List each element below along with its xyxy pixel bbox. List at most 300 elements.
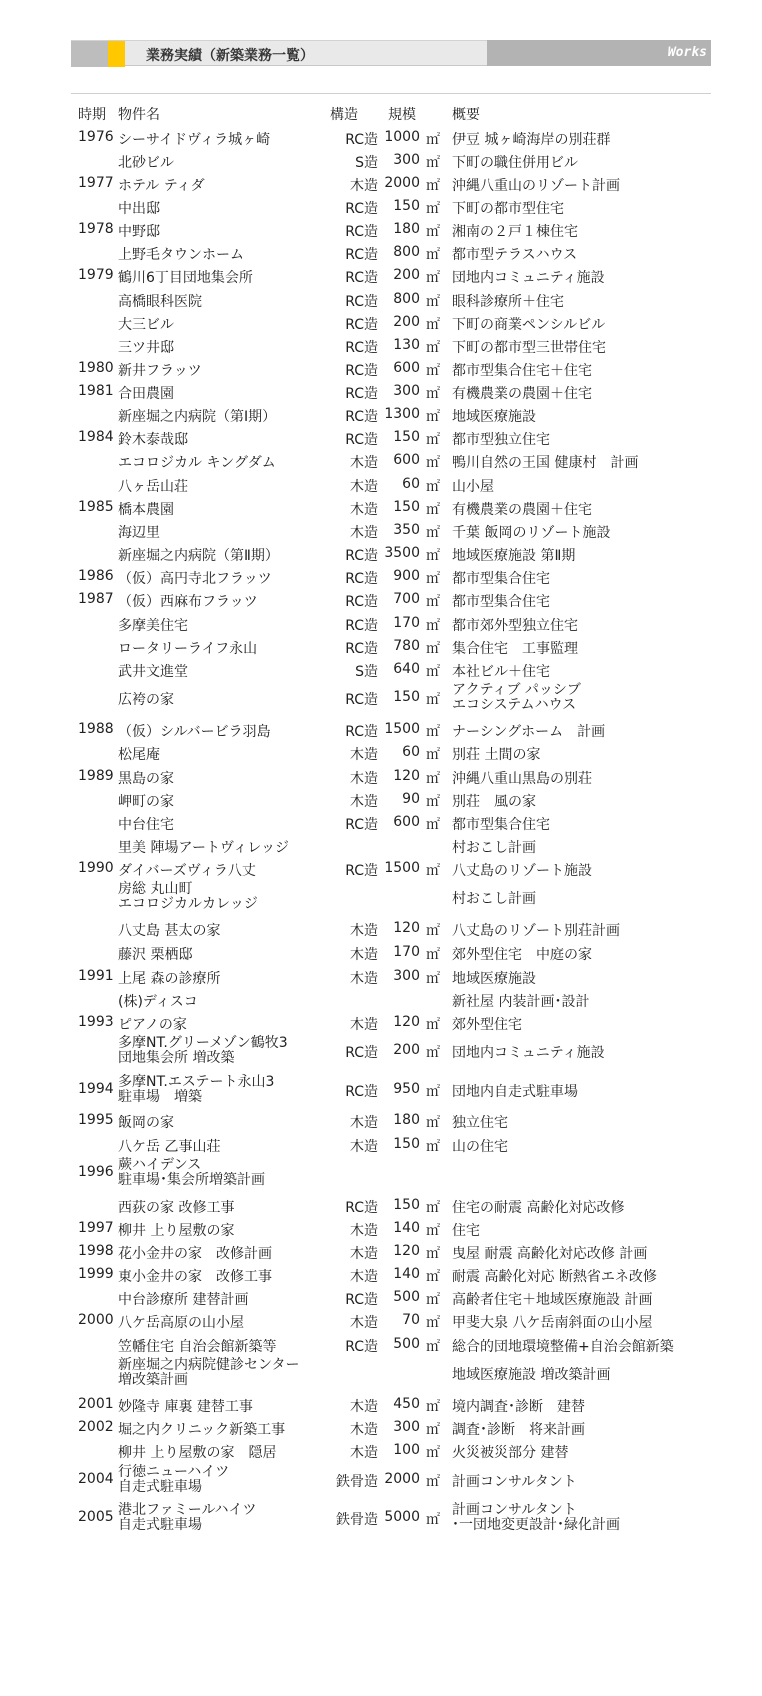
header-accent-yellow <box>108 41 125 67</box>
row-structure: 木造 <box>350 971 378 987</box>
row-summary: 都市型集合住宅＋住宅 <box>452 363 592 379</box>
row-size: 2000 <box>384 1471 420 1487</box>
row-unit: ㎡ <box>426 1315 440 1331</box>
table-row <box>0 266 762 286</box>
table-row <box>0 614 762 634</box>
row-name: 柳井 上り屋敷の家 隠居 <box>118 1445 277 1461</box>
row-summary: 千葉 飯岡のリゾート施設 <box>452 525 611 541</box>
table-row <box>0 637 762 657</box>
table-row <box>0 660 762 680</box>
column-header-structure: 構造 <box>330 107 358 123</box>
row-unit: ㎡ <box>426 923 440 939</box>
row-unit: ㎡ <box>426 971 440 987</box>
row-unit: ㎡ <box>426 1445 440 1461</box>
row-name-line: 港北ファミールハイツ <box>118 1502 257 1518</box>
row-structure: RC造 <box>345 270 378 286</box>
row-size: 1000 <box>384 129 420 145</box>
row-unit: ㎡ <box>426 155 440 171</box>
row-size: 140 <box>393 1220 420 1236</box>
table-row <box>0 1288 762 1308</box>
column-header-name: 物件名 <box>118 107 160 123</box>
table-row <box>0 1395 762 1415</box>
row-name: 海辺里 <box>118 525 160 541</box>
row-summary: 下町の都市型三世帯住宅 <box>452 340 606 356</box>
row-summary: 鴨川自然の王国 健康村 計画 <box>452 455 639 471</box>
row-year: 1979 <box>78 267 114 283</box>
row-unit: ㎡ <box>426 1474 440 1490</box>
table-row <box>0 243 762 263</box>
row-structure: RC造 <box>345 1045 378 1061</box>
row-summary: 別荘 風の家 <box>452 794 536 810</box>
row-name: 中台住宅 <box>118 817 174 833</box>
row-structure: 木造 <box>350 178 378 194</box>
row-name: 妙隆寺 庫裏 建替工事 <box>118 1399 253 1415</box>
row-size: 70 <box>402 1312 420 1328</box>
row-name <box>118 1158 265 1188</box>
row-structure: RC造 <box>345 1200 378 1216</box>
table-row <box>0 220 762 240</box>
row-summary: 八丈島のリゾート施設 <box>452 863 592 879</box>
row-summary-line: エコシステムハウス <box>452 697 577 713</box>
row-size: 600 <box>393 452 420 468</box>
row-structure: RC造 <box>345 386 378 402</box>
row-unit: ㎡ <box>426 641 440 657</box>
row-size: 150 <box>393 198 420 214</box>
row-year: 1981 <box>78 383 114 399</box>
row-unit: ㎡ <box>426 1200 440 1216</box>
row-name: 大三ビル <box>118 317 174 333</box>
section-header <box>71 40 711 66</box>
row-name: 笠幡住宅 自治会館新築等 <box>118 1339 277 1355</box>
row-unit: ㎡ <box>426 692 440 708</box>
row-name: 新座堀之内病院（第Ⅱ期） <box>118 548 279 564</box>
row-year: 1987 <box>78 591 114 607</box>
row-summary: 村おこし計画 <box>452 840 536 856</box>
row-unit: ㎡ <box>426 664 440 680</box>
row-unit: ㎡ <box>426 747 440 763</box>
row-year: 1978 <box>78 221 114 237</box>
table-row <box>0 1036 762 1066</box>
table-row <box>0 1465 762 1495</box>
row-summary: 高齢者住宅＋地域医療施設 計画 <box>452 1292 653 1308</box>
table-row <box>0 813 762 833</box>
row-name: 鈴木泰哉邸 <box>118 432 188 448</box>
row-summary: 有機農業の農園＋住宅 <box>452 386 592 402</box>
row-name: 北砂ビル <box>118 155 174 171</box>
table-row <box>0 1075 762 1105</box>
row-summary: 本社ビル＋住宅 <box>452 664 550 680</box>
row-summary <box>452 1503 620 1533</box>
row-size: 350 <box>393 522 420 538</box>
row-summary: 境内調査･診断 建替 <box>452 1399 585 1415</box>
row-structure: RC造 <box>345 571 378 587</box>
row-year: 1989 <box>78 768 114 784</box>
table-row <box>0 1111 762 1131</box>
row-summary: 山の住宅 <box>452 1139 508 1155</box>
row-structure: 木造 <box>350 1246 378 1262</box>
row-unit: ㎡ <box>426 724 440 740</box>
row-unit: ㎡ <box>426 455 440 471</box>
row-size: 5000 <box>384 1509 420 1525</box>
row-name: 西荻の家 改修工事 <box>118 1200 235 1216</box>
row-summary: 伊豆 城ヶ崎海岸の別荘群 <box>452 132 611 148</box>
row-unit: ㎡ <box>426 1246 440 1262</box>
row-structure: RC造 <box>345 692 378 708</box>
row-year: 2004 <box>78 1471 114 1487</box>
table-row <box>0 313 762 333</box>
row-size: 1300 <box>384 406 420 422</box>
table-row <box>0 720 762 740</box>
row-name <box>118 1503 256 1533</box>
row-year: 1995 <box>78 1112 114 1128</box>
row-size: 200 <box>393 1042 420 1058</box>
row-structure: RC造 <box>345 432 378 448</box>
row-name-line: 多摩NT.グリーメゾン鶴牧3 <box>118 1035 288 1051</box>
table-row <box>0 128 762 148</box>
row-unit: ㎡ <box>426 224 440 240</box>
row-name: ホテル ティダ <box>118 178 205 194</box>
row-summary: 新社屋 内装計画･設計 <box>452 994 590 1010</box>
row-summary: 下町の商業ペンシルビル <box>452 317 606 333</box>
row-size: 120 <box>393 1243 420 1259</box>
row-unit: ㎡ <box>426 479 440 495</box>
row-size: 500 <box>393 1336 420 1352</box>
row-summary: 団地内コミュニティ施設 <box>452 1045 605 1061</box>
table-row <box>0 1242 762 1262</box>
row-unit: ㎡ <box>426 863 440 879</box>
table-row <box>0 790 762 810</box>
row-name: 花小金井の家 改修計画 <box>118 1246 272 1262</box>
row-structure: RC造 <box>345 548 378 564</box>
row-structure: RC造 <box>345 340 378 356</box>
row-structure: 木造 <box>350 947 378 963</box>
row-summary: 都市型集合住宅 <box>452 571 550 587</box>
row-name: 新座堀之内病院（第Ⅰ期） <box>118 409 277 425</box>
row-unit: ㎡ <box>426 1017 440 1033</box>
row-structure: RC造 <box>345 132 378 148</box>
row-name: 岬町の家 <box>118 794 174 810</box>
row-summary <box>452 683 581 713</box>
row-summary: 眼科診療所＋住宅 <box>452 294 564 310</box>
row-name: 中出邸 <box>118 201 160 217</box>
row-unit: ㎡ <box>426 432 440 448</box>
row-unit: ㎡ <box>426 1084 440 1100</box>
table-row <box>0 767 762 787</box>
row-size: 200 <box>393 314 420 330</box>
row-unit: ㎡ <box>426 1269 440 1285</box>
table-row <box>0 1335 762 1355</box>
row-name: 藤沢 栗栖邸 <box>118 947 193 963</box>
row-name: 柳井 上り屋敷の家 <box>118 1223 235 1239</box>
row-size: 3500 <box>384 545 420 561</box>
row-name: エコロジカル キングダム <box>118 455 276 471</box>
row-unit: ㎡ <box>426 1115 440 1131</box>
row-unit: ㎡ <box>426 1223 440 1239</box>
row-name-line: 房総 丸山町 <box>118 881 193 897</box>
row-structure: RC造 <box>345 863 378 879</box>
row-summary: 都市型独立住宅 <box>452 432 550 448</box>
row-year: 1985 <box>78 499 114 515</box>
row-size: 2000 <box>384 175 420 191</box>
row-unit: ㎡ <box>426 1045 440 1061</box>
row-name: 広袴の家 <box>118 692 174 708</box>
row-name-line: 駐車場･集会所増築計画 <box>118 1172 265 1188</box>
row-summary: 有機農業の農園＋住宅 <box>452 502 592 518</box>
row-name: （仮）高円寺北フラッツ <box>118 571 272 587</box>
row-size: 900 <box>393 568 420 584</box>
row-name: シーサイドヴィラ城ヶ崎 <box>118 132 271 148</box>
row-summary: 山小屋 <box>452 479 494 495</box>
row-summary: 湘南の２戸１棟住宅 <box>452 224 578 240</box>
table-row <box>0 428 762 448</box>
table-row <box>0 743 762 763</box>
row-summary-line: アクティブ パッシブ <box>452 682 581 698</box>
table-row <box>0 151 762 171</box>
table-row <box>0 197 762 217</box>
table-row <box>0 521 762 541</box>
row-size: 180 <box>393 1112 420 1128</box>
row-name-line: 駐車場 増築 <box>118 1089 202 1105</box>
row-summary: 団地内自走式駐車場 <box>452 1084 578 1100</box>
table-row <box>0 859 762 879</box>
row-unit: ㎡ <box>426 1399 440 1415</box>
row-unit: ㎡ <box>426 571 440 587</box>
row-size: 780 <box>393 638 420 654</box>
row-summary: 独立住宅 <box>452 1115 508 1131</box>
row-summary: ナーシングホーム 計画 <box>452 724 606 740</box>
row-year: 1976 <box>78 129 114 145</box>
table-row <box>0 919 762 939</box>
table-row <box>0 1265 762 1285</box>
row-structure: RC造 <box>345 724 378 740</box>
row-unit: ㎡ <box>426 1339 440 1355</box>
row-size: 300 <box>393 1419 420 1435</box>
row-name: ロータリーライフ永山 <box>118 641 258 657</box>
row-unit: ㎡ <box>426 317 440 333</box>
row-summary: 郊外型住宅 <box>452 1017 522 1033</box>
row-structure: RC造 <box>345 1339 378 1355</box>
table-row <box>0 174 762 194</box>
table-row <box>0 544 762 564</box>
row-size: 640 <box>393 661 420 677</box>
row-summary: 都市型集合住宅 <box>452 817 550 833</box>
table-row <box>0 405 762 425</box>
row-summary: 都市型集合住宅 <box>452 594 550 610</box>
row-size: 140 <box>393 1266 420 1282</box>
row-structure: 木造 <box>350 1139 378 1155</box>
row-summary: 地域医療施設 第Ⅱ期 <box>452 548 576 564</box>
table-row <box>0 1158 762 1188</box>
row-structure: RC造 <box>345 1084 378 1100</box>
row-size: 60 <box>402 476 420 492</box>
row-size: 150 <box>393 1197 420 1213</box>
row-name: 鶴川6丁目団地集会所 <box>118 270 253 286</box>
row-unit: ㎡ <box>426 771 440 787</box>
row-year: 1998 <box>78 1243 114 1259</box>
row-unit: ㎡ <box>426 132 440 148</box>
row-name: 中台診療所 建替計画 <box>118 1292 249 1308</box>
row-name: （仮）西麻布フラッツ <box>118 594 258 610</box>
row-name: (株)ディスコ <box>118 994 198 1010</box>
row-unit: ㎡ <box>426 340 440 356</box>
row-size: 800 <box>393 291 420 307</box>
row-summary: 曳屋 耐震 高齢化対応改修 計画 <box>452 1246 648 1262</box>
row-size: 450 <box>393 1396 420 1412</box>
row-unit: ㎡ <box>426 817 440 833</box>
header-accent-gray <box>71 41 108 67</box>
row-unit: ㎡ <box>426 294 440 310</box>
row-size: 150 <box>393 429 420 445</box>
row-name: 飯岡の家 <box>118 1115 174 1131</box>
row-year: 1977 <box>78 175 114 191</box>
row-name-line: 多摩NT.エステート永山3 <box>118 1074 275 1090</box>
row-summary: 総合的団地環境整備+自治会館新築 <box>452 1339 674 1355</box>
row-size: 100 <box>393 1442 420 1458</box>
row-summary: 住宅 <box>452 1223 480 1239</box>
table-row <box>0 1013 762 1033</box>
row-name <box>118 1075 274 1105</box>
table-row <box>0 967 762 987</box>
row-structure: RC造 <box>345 641 378 657</box>
row-unit: ㎡ <box>426 502 440 518</box>
row-structure: 木造 <box>350 747 378 763</box>
row-name-line: 新座堀之内病院健診センター <box>118 1357 300 1373</box>
row-structure: S造 <box>355 664 378 680</box>
row-structure: RC造 <box>345 409 378 425</box>
row-unit: ㎡ <box>426 201 440 217</box>
row-name: ダイバーズヴィラ八丈 <box>118 863 256 879</box>
row-summary: 火災被災部分 建替 <box>452 1445 569 1461</box>
row-structure: 木造 <box>350 1223 378 1239</box>
row-structure: 木造 <box>350 1115 378 1131</box>
row-structure: RC造 <box>345 247 378 263</box>
divider <box>71 93 711 94</box>
row-name: 橋本農園 <box>118 502 174 518</box>
row-structure: 木造 <box>350 1445 378 1461</box>
row-name <box>118 1036 288 1066</box>
table-row <box>0 990 762 1010</box>
row-name-line: エコロジカルカレッジ <box>118 896 258 912</box>
table-row <box>0 1503 762 1533</box>
header-bar <box>71 40 487 66</box>
row-structure: 木造 <box>350 525 378 541</box>
table-row <box>0 359 762 379</box>
row-unit: ㎡ <box>426 1139 440 1155</box>
row-year: 2002 <box>78 1419 114 1435</box>
row-name: 東小金井の家 改修工事 <box>118 1269 272 1285</box>
table-row <box>0 1311 762 1331</box>
row-size: 200 <box>393 267 420 283</box>
row-summary: 八丈島のリゾート別荘計画 <box>452 923 620 939</box>
table-row <box>0 590 762 610</box>
row-structure: 木造 <box>350 1315 378 1331</box>
row-structure: 木造 <box>350 923 378 939</box>
table-row <box>0 567 762 587</box>
row-structure: RC造 <box>345 1292 378 1308</box>
row-name: 三ツ井邸 <box>118 340 174 356</box>
table-row <box>0 382 762 402</box>
row-year: 1996 <box>78 1164 114 1180</box>
row-summary: 地域医療施設 <box>452 409 536 425</box>
column-header-size: 規模 <box>388 107 416 123</box>
row-summary: 都市型テラスハウス <box>452 247 578 263</box>
row-summary: 計画コンサルタント <box>452 1474 577 1490</box>
row-name: 八ケ岳 乙事山荘 <box>118 1139 221 1155</box>
row-summary: 耐震 高齢化対応 断熱省エネ改修 <box>452 1269 657 1285</box>
table-row <box>0 1219 762 1239</box>
row-summary: 住宅の耐震 高齢化対応改修 <box>452 1200 625 1216</box>
row-year: 1999 <box>78 1266 114 1282</box>
table-row <box>0 943 762 963</box>
row-summary: 団地内コミュニティ施設 <box>452 270 605 286</box>
row-name-line: 増改築計画 <box>118 1372 188 1388</box>
table-row <box>0 1135 762 1155</box>
row-structure: 木造 <box>350 502 378 518</box>
row-size: 600 <box>393 360 420 376</box>
row-name: 黒島の家 <box>118 771 174 787</box>
row-unit: ㎡ <box>426 386 440 402</box>
row-name: 上野毛タウンホーム <box>118 247 244 263</box>
row-structure: S造 <box>355 155 378 171</box>
table-row <box>0 882 762 912</box>
row-unit: ㎡ <box>426 594 440 610</box>
row-structure: RC造 <box>345 594 378 610</box>
table-row <box>0 475 762 495</box>
row-year: 1988 <box>78 721 114 737</box>
header-works-panel <box>487 40 711 66</box>
row-summary: 調査･診断 将来計画 <box>452 1422 585 1438</box>
row-structure: 木造 <box>350 1422 378 1438</box>
row-size: 300 <box>393 383 420 399</box>
row-year: 1980 <box>78 360 114 376</box>
table-row <box>0 1418 762 1438</box>
row-structure: RC造 <box>345 224 378 240</box>
row-unit: ㎡ <box>426 270 440 286</box>
row-size: 300 <box>393 152 420 168</box>
row-size: 700 <box>393 591 420 607</box>
row-summary: 地域医療施設 増改築計画 <box>452 1367 611 1383</box>
row-summary: 別荘 土間の家 <box>452 747 541 763</box>
row-summary-line: ･一団地変更設計･緑化計画 <box>452 1517 620 1533</box>
row-size: 90 <box>402 791 420 807</box>
row-structure: 鉄骨造 <box>336 1512 378 1528</box>
row-unit: ㎡ <box>426 794 440 810</box>
row-size: 1500 <box>384 721 420 737</box>
row-summary: 郊外型住宅 中庭の家 <box>452 947 592 963</box>
row-size: 150 <box>393 499 420 515</box>
row-name: 中野邸 <box>118 224 160 240</box>
row-year: 1997 <box>78 1220 114 1236</box>
row-name: 八ケ岳高原の山小屋 <box>118 1315 244 1331</box>
table-row <box>0 1441 762 1461</box>
row-summary: 集合住宅 工事監理 <box>452 641 578 657</box>
row-size: 60 <box>402 744 420 760</box>
row-summary: 甲斐大泉 八ケ岳南斜面の山小屋 <box>452 1315 653 1331</box>
row-size: 1500 <box>384 860 420 876</box>
row-name: ピアノの家 <box>118 1017 187 1033</box>
row-name: 八ヶ岳山荘 <box>118 479 188 495</box>
row-summary: 下町の職住併用ビル <box>452 155 578 171</box>
row-year: 1986 <box>78 568 114 584</box>
table-row <box>0 1358 762 1388</box>
row-structure: 鉄骨造 <box>336 1474 378 1490</box>
row-name: 松尾庵 <box>118 747 160 763</box>
table-row <box>0 290 762 310</box>
column-header-year: 時期 <box>78 107 106 123</box>
row-summary: 都市郊外型独立住宅 <box>452 618 578 634</box>
row-year: 2000 <box>78 1312 114 1328</box>
row-structure: 木造 <box>350 771 378 787</box>
